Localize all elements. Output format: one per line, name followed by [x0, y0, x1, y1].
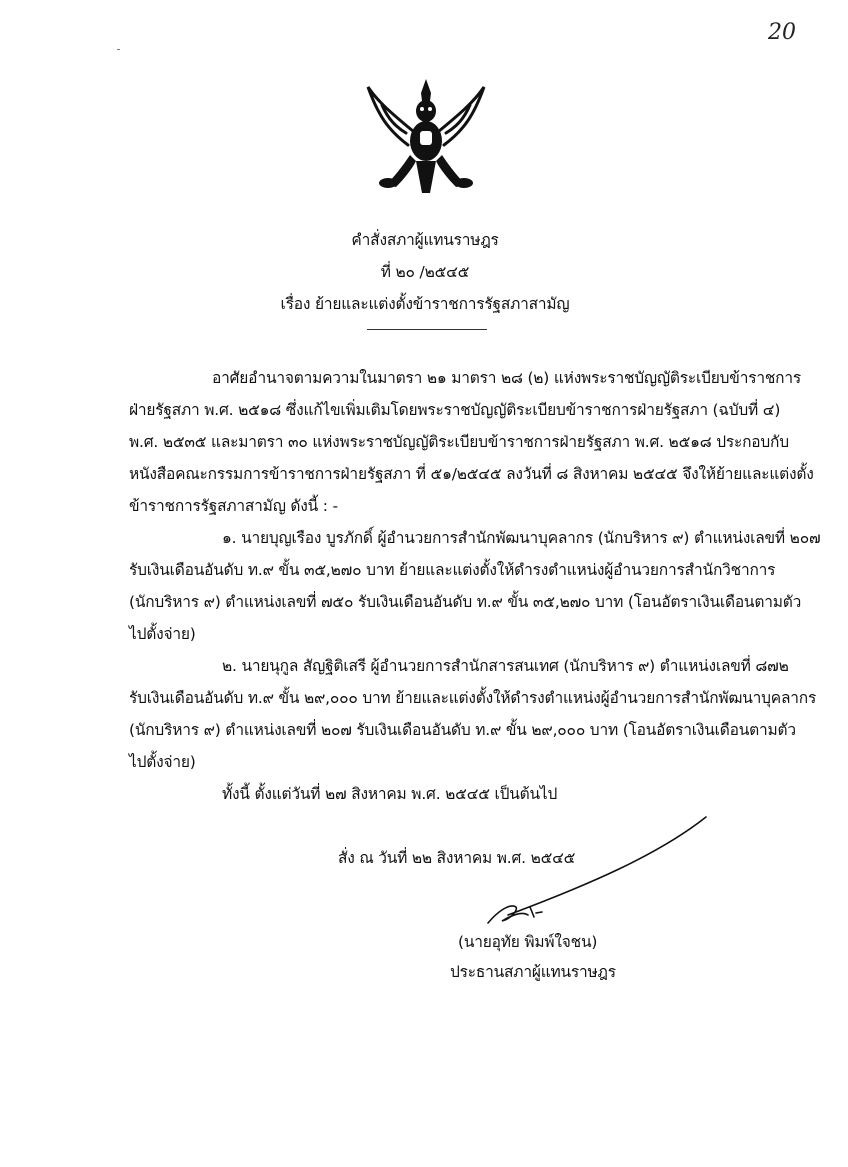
- item-1-line: ๑. นายบุญเรือง บูรภักดิ์ ผู้อำนวยการสำนักพัฒนาบุคลากร (นักบริหาร ๙) ตำแหน่งเลขที่ ๒๐๗: [222, 529, 821, 547]
- paragraph-line: อาศัยอำนาจตามความในมาตรา ๒๑ มาตรา ๒๘ (๒) แห่งพระราชบัญญัติระเบียบข้าราชการ: [212, 369, 801, 387]
- ordered-date: สั่ง ณ วันที่ ๒๒ สิงหาคม พ.ศ. ๒๕๔๕: [338, 849, 576, 867]
- paragraph-line: พ.ศ. ๒๕๓๕ และมาตรา ๓๐ แห่งพระราชบัญญัติระเบียบข้าราชการฝ่ายรัฐสภา พ.ศ. ๒๕๑๘ ประกอบกับ: [129, 433, 789, 451]
- item-1-line: รับเงินเดือนอันดับ ท.๙ ขั้น ๓๕,๒๗๐ บาท ย้ายและแต่งตั้งให้ดำรงตำแหน่งผู้อำนวยการสำนักวิชาการ: [129, 561, 776, 579]
- garuda-emblem: [360, 75, 492, 200]
- signature: [478, 815, 708, 930]
- paragraph-line: ข้าราชการรัฐสภาสามัญ ดังนี้ : -: [129, 497, 338, 515]
- effective-date: ทั้งนี้ ตั้งแต่วันที่ ๒๗ สิงหาคม พ.ศ. ๒๕๔๕ เป็นต้นไป: [222, 785, 558, 803]
- item-1-line: (นักบริหาร ๙) ตำแหน่งเลขที่ ๗๕๐ รับเงินเดือนอันดับ ท.๙ ขั้น ๓๕,๒๗๐ บาท (โอนอัตราเงินเดือนตามตัว: [129, 593, 802, 611]
- scan-mark: [117, 49, 120, 50]
- signer-title: ประธานสภาผู้แทนราษฎร: [450, 963, 616, 981]
- order-subject: เรื่อง ย้ายและแต่งตั้งข้าราชการรัฐสภาสามัญ: [280, 295, 570, 313]
- item-2-line: รับเงินเดือนอันดับ ท.๙ ขั้น ๒๙,๐๐๐ บาท ย้ายและแต่งตั้งให้ดำรงตำแหน่งผู้อำนวยการสำนักพัฒนาบุคลากร: [129, 689, 817, 707]
- paragraph-line: หนังสือคณะกรรมการข้าราชการฝ่ายรัฐสภา ที่ ๕๑/๒๕๔๕ ลงวันที่ ๘ สิงหาคม ๒๕๔๕ จึงให้ย้ายและแต่งตั้ง: [129, 465, 814, 483]
- item-2-line: (นักบริหาร ๙) ตำแหน่งเลขที่ ๒๐๗ รับเงินเดือนอันดับ ท.๙ ขั้น ๒๙,๐๐๐ บาท (โอนอัตราเงินเดือนตามตัว: [129, 721, 796, 739]
- page-number: 20: [768, 20, 796, 45]
- order-title: คำสั่งสภาผู้แทนราษฎร: [351, 231, 499, 249]
- item-1-line: ไปตั้งจ่าย): [129, 625, 196, 643]
- order-number: ที่ ๒๐ /๒๕๔๕: [380, 263, 470, 281]
- signer-name: (นายอุทัย พิมพ์ใจชน): [458, 933, 598, 951]
- header-divider: [367, 329, 487, 330]
- item-2-line: ๒. นายนุกูล สัญฐิติเสรี ผู้อำนวยการสำนักสารสนเทศ (นักบริหาร ๙) ตำแหน่งเลขที่ ๘๗๒: [222, 657, 789, 675]
- item-2-line: ไปตั้งจ่าย): [129, 753, 196, 771]
- paragraph-line: ฝ่ายรัฐสภา พ.ศ. ๒๕๑๘ ซึ่งแก้ไขเพิ่มเติมโดยพระราชบัญญัติระเบียบข้าราชการฝ่ายรัฐสภา (ฉบับที่ ๔): [129, 401, 781, 419]
